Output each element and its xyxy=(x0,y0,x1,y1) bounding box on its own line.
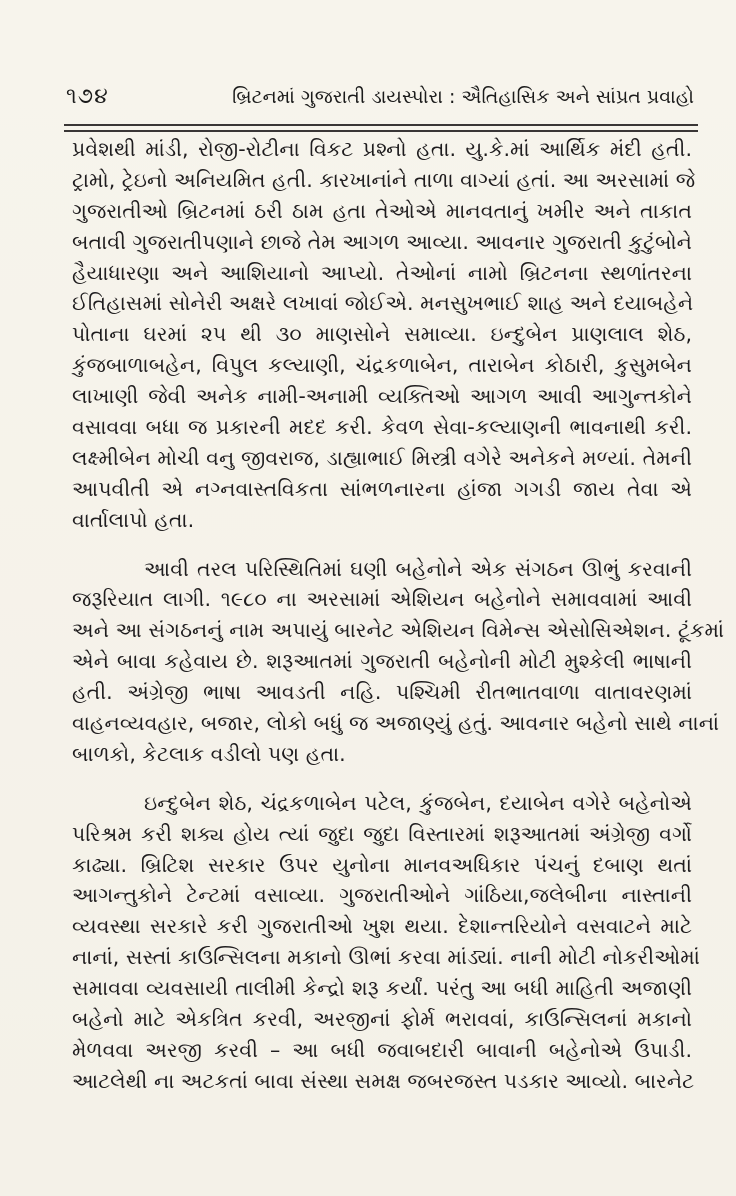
text-line: હૈયાધારણા અને આશિયાનો આપ્યો. તેઓનાં નામો બ્રિટનના સ્થળાંતરના xyxy=(72,260,692,285)
text-line: જરૂરિયાત લાગી. ૧૯૮૦ ના અરસામાં એશિયન બહેનોને સમાવવામાં આવી xyxy=(72,587,692,612)
text-line: ગુજરાતીઓ બ્રિટનમાં ઠરી ઠામ હતા તેઓએ માનવતાનું ખમીર અને તાકાત xyxy=(72,198,692,223)
header-rule-line-bottom xyxy=(64,130,698,132)
text-line: બતાવી ગુજરાતીપણાને છાજે તેમ આગળ આવ્યા. આવનાર ગુજરાતી કુટુંબોને xyxy=(72,229,692,254)
text-line: ઇન્દુબેન શેઠ, ચંદ્રકળાબેન પટેલ, કુંજબેન, દયાબેન વગેરે બહેનોએ xyxy=(144,790,692,815)
running-title: બ્રિટનમાં ગુજરાતી ડાયસ્પોરા : ઐતિહાસિક અને સાંપ્રત પ્રવાહો xyxy=(232,86,694,108)
text-line: પ્રવેશથી માંડી, રોજી-રોટીના વિકટ પ્રશ્નો હતા. યુ.કે.માં આર્થિક મંદી હતી. xyxy=(72,137,692,161)
text-line: ટ્રામો, ટ્રેઇનો અનિયમિત હતી. કારખાનાંને તાળા વાગ્યાં હતાં. આ અરસામાં જે xyxy=(72,167,696,192)
paragraph-1 xyxy=(72,134,696,536)
text-line: આગન્તુકોને ટેન્ટમાં વસાવ્યા. ગુજરાતીઓને ગાંઠિયા,જલેબીના નાસ્તાની xyxy=(72,883,692,908)
text-line: વસાવવા બધા જ પ્રકારની મદદ કરી. કેવળ સેવા-કલ્યાણની ભાવનાથી કરી. xyxy=(72,415,692,440)
page-number: ૧૭૪ xyxy=(66,84,109,109)
text-line: લક્ષ્મીબેન મોચી વનુ જીવરાજ, ડાહ્યાભાઈ મિસ્ત્રી વગેરે અનેકને મળ્યાં. તેમની xyxy=(72,445,692,470)
text-line: અને આ સંગઠનનું નામ અપાયું બારનેટ એશિયન વિમેન્સ એસોસિએશન. ટૂંકમાં xyxy=(72,618,725,643)
page-header xyxy=(66,84,696,124)
text-line: કાઢ્યા. બ્રિટિશ સરકાર ઉપર યુનોના માનવઅધિકાર પંચનું દબાણ થતાં xyxy=(72,852,692,877)
header-rule-line-top xyxy=(64,124,698,126)
text-line: વ્યવસ્થા સરકારે કરી ગુજરાતીઓ ખુશ થયા. દેશાન્તરિયોને વસવાટને માટે xyxy=(72,914,692,939)
text-line: પોતાના ઘરમાં ૨૫ થી ૩૦ માણસોને સમાવ્યા. ઇન્દુબેન પ્રાણલાલ શેઠ, xyxy=(72,322,692,347)
text-line: આપવીતી એ નગ્નવાસ્તવિકતા સાંભળનારના હાંજા ગગડી જાય તેવા એ xyxy=(72,476,692,501)
text-line: મેળવવા અરજી કરવી – આ બધી જવાબદારી બાવાની બહેનોએ ઉપાડી. xyxy=(72,1037,692,1062)
text-line: આટલેથી ના અટકતાં બાવા સંસ્થા સમક્ષ જબરજસ્ત પડકાર આવ્યો. બારનેટ xyxy=(72,1068,695,1093)
text-line: સમાવવા વ્યવસાયી તાલીમી કેન્દ્રો શરૂ કર્યાં. પરંતુ આ બધી માહિતી અજાણી xyxy=(72,976,692,1001)
text-line: વાર્તાલાપો હતા. xyxy=(72,507,195,532)
text-line: એને બાવા કહેવાય છે. શરૂઆતમાં ગુજરાતી બહેનોની મોટી મુશ્કેલી ભાષાની xyxy=(72,649,692,674)
paragraph-3 xyxy=(72,788,700,1097)
text-line: લાખાણી જેવી અનેક નામી-અનામી વ્યક્તિઓ આગળ આવી આગુન્તકોને xyxy=(72,384,692,409)
text-line: બહેનો માટે એકત્રિત કરવી, અરજીનાં ફોર્મ ભરાવવાં, કાઉન્સિલનાં મકાનો xyxy=(72,1007,692,1032)
text-line: આવી તરલ પરિસ્થિતિમાં ઘણી બહેનોને એક સંગઠન ઊભું કરવાની xyxy=(144,556,692,581)
text-line: નાનાં, સસ્તાં કાઉન્સિલના મકાનો ઊભાં કરવા માંડ્યાં. નાની મોટી નોકરીઓમાં xyxy=(72,945,700,970)
paragraph-gap xyxy=(72,536,692,554)
header-rule xyxy=(64,124,698,132)
body-text xyxy=(72,134,725,1097)
paragraph-2 xyxy=(72,554,725,770)
text-line: પરિશ્રમ કરી શક્ય હોય ત્યાં જુદા જુદા વિસ્તારમાં શરૂઆતમાં અંગ્રેજી વર્ગો xyxy=(72,821,692,846)
text-line: વાહનવ્યવહાર, બજાર, લોકો બધું જ અજાણ્યું હતું. આવનાર બહેનો સાથે નાનાં xyxy=(72,711,720,736)
paragraph-gap xyxy=(72,770,692,788)
text-line: હતી. અંગ્રેજી ભાષા આવડતી નહિ. પશ્ચિમી રીતભાતવાળા વાતાવરણમાં xyxy=(72,680,692,705)
text-line: બાળકો, કેટલાક વડીલો પણ હતા. xyxy=(72,741,346,766)
text-line: ઈતિહાસમાં સોનેરી અક્ષરે લખાવાં જોઈએ. મનસુખભાઈ શાહ અને દયાબહેને xyxy=(72,291,694,316)
text-line: કુંજબાળાબહેન, વિપુલ કલ્યાણી, ચંદ્રકળાબેન, તારાબેન કોઠારી, કુસુમબેન xyxy=(72,353,692,378)
